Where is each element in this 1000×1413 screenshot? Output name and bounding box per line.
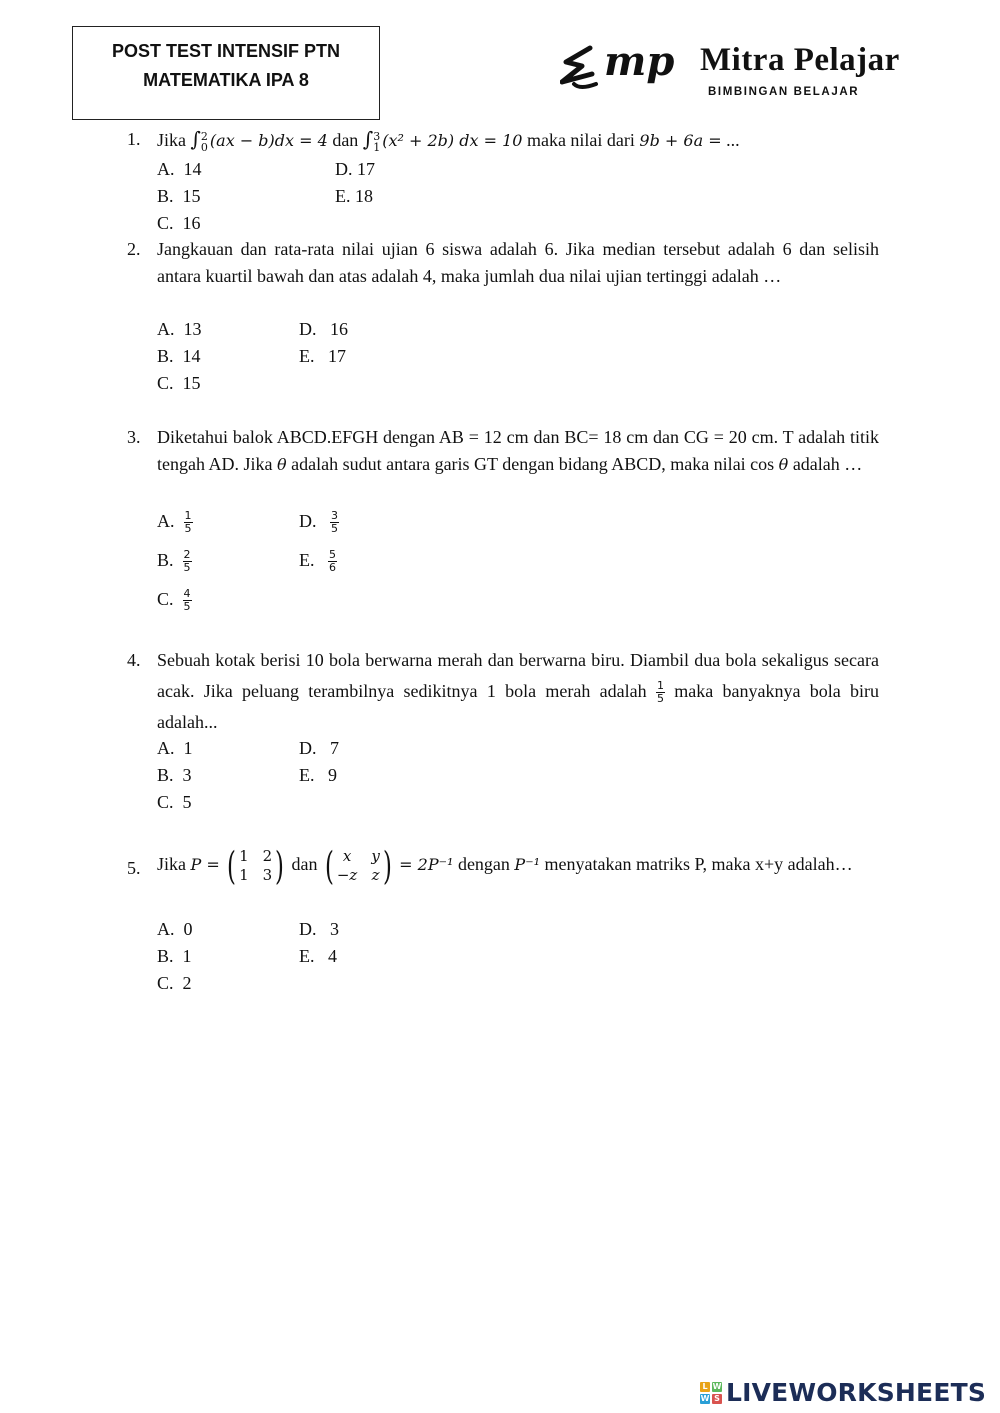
- question-number: 5.: [127, 858, 141, 878]
- title-box: [72, 26, 380, 120]
- option-e[interactable]: E. 18: [335, 186, 373, 206]
- q1-integral2-upper: 3: [373, 129, 381, 143]
- question-number: 4.: [127, 650, 141, 670]
- option-d[interactable]: D. 3: [299, 919, 339, 939]
- q5-text-a: dengan: [457, 854, 510, 875]
- option-a[interactable]: A. 13: [157, 319, 202, 339]
- logo-name: Mitra Pelajar: [700, 42, 900, 78]
- option-c[interactable]: C. 2: [157, 973, 192, 993]
- q1-target: 9b + 6a =: [639, 131, 722, 150]
- question-number: 1.: [127, 129, 141, 149]
- question-text: [157, 424, 879, 478]
- option-a[interactable]: A. 1: [157, 738, 193, 758]
- question-4: [127, 645, 879, 738]
- option-b[interactable]: B. 3: [157, 765, 192, 785]
- option-d[interactable]: D. 7: [299, 738, 339, 758]
- q3-text-a: Diketahui balok ABCD.EFGH dengan AB = 12 cm dan BC= 18 cm dan CG = 20 cm. T adalah titik tengah AD. Jika: [157, 427, 879, 474]
- question-number: 3.: [127, 427, 141, 447]
- option-d[interactable]: D. $\frac{3}{5}$: [299, 509, 338, 536]
- q3-theta: θ: [276, 455, 287, 474]
- option-c[interactable]: C. $\frac{4}{5}$: [157, 587, 191, 614]
- question-1: [127, 126, 879, 154]
- integral-sign-icon: ∫: [190, 127, 201, 151]
- option-e[interactable]: E. $\frac{5}{6}$: [299, 548, 336, 575]
- q1-integral2-lower: 1: [373, 140, 381, 154]
- logo-mark-text: mp: [604, 38, 675, 85]
- integral-sign-icon: ∫: [362, 127, 374, 151]
- q4-fraction: $\frac{1}{5}$: [656, 679, 664, 706]
- question-number: 2.: [127, 239, 141, 259]
- q3-text-c: adalah …: [792, 454, 863, 474]
- liveworksheets-brand: LIVEWORKSHEETS: [726, 1378, 987, 1407]
- mitra-pelajar-logo: [560, 36, 910, 106]
- option-a[interactable]: A. 14: [157, 159, 202, 179]
- q4-text-a: Sebuah kotak berisi 10 bola berwarna merah dan berwarna biru. Diambil dua bola sekaligus secara acak. Jika peluang terambilnya sedikitnya 1 bola merah adalah: [157, 650, 879, 701]
- option-c[interactable]: C. 16: [157, 213, 201, 233]
- option-b[interactable]: B. 15: [157, 186, 201, 206]
- q5-p-label: P =: [190, 855, 220, 875]
- q1-integral2-limits: [373, 131, 380, 153]
- question-text: Jangkauan dan rata-rata nilai ujian 6 siswa adalah 6. Jika median tersebut adalah 6 dan selisih antara kuartil bawah dan atas adalah 4, maka jumlah dua nilai ujian tertinggi adalah …: [157, 239, 879, 286]
- q5-text-b: menyatakan matriks P, maka x+y adalah…: [544, 854, 853, 875]
- q1-suffix: maka nilai dari: [526, 130, 635, 150]
- q5-prefix: Jika: [157, 854, 186, 875]
- q1-prefix: Jika: [157, 130, 186, 150]
- title-line-1: POST TEST INTENSIF PTN: [111, 41, 340, 61]
- q5-joiner: dan: [291, 854, 318, 875]
- question-5: [127, 846, 879, 886]
- option-a[interactable]: A. $\frac{1}{5}$: [157, 509, 192, 536]
- question-3: [127, 424, 879, 478]
- option-b[interactable]: B. 14: [157, 346, 201, 366]
- option-c[interactable]: C. 5: [157, 792, 192, 812]
- q1-integral2-expr: (x² + 2b) dx = 10: [382, 131, 523, 150]
- q1-integral1-lower: 0: [200, 140, 208, 154]
- option-c[interactable]: C. 15: [157, 373, 201, 393]
- option-e[interactable]: E. 4: [299, 946, 337, 966]
- q1-joiner: dan: [332, 130, 359, 150]
- question-text: [157, 846, 879, 886]
- option-d[interactable]: D. 16: [299, 319, 348, 339]
- option-e[interactable]: E. 9: [299, 765, 337, 785]
- matrix-p: ( 1 2 1 3 ): [227, 844, 285, 888]
- q3-theta-2: θ: [778, 455, 789, 474]
- title-line-2: MATEMATIKA IPA 8: [143, 70, 309, 90]
- q4-text-b: maka banyaknya bola biru adalah...: [157, 681, 880, 732]
- option-b[interactable]: B. $\frac{2}{5}$: [157, 548, 191, 575]
- q1-integral1-limits: [201, 131, 208, 153]
- liveworksheets-logo[interactable]: [700, 1378, 992, 1410]
- matrix-xyz: ( x y −z z ): [324, 844, 392, 888]
- q1-integral1-expr: (ax − b)dx = 4: [209, 131, 328, 150]
- option-e[interactable]: E. 17: [299, 346, 346, 366]
- q1-ellipsis: ...: [726, 130, 740, 150]
- logo-subtitle: BIMBINGAN BELAJAR: [708, 86, 860, 98]
- question-2: [127, 236, 879, 290]
- q3-text-b: adalah sudut antara garis GT dengan bidang ABCD, maka nilai cos: [291, 454, 775, 474]
- q1-integral1-upper: 2: [200, 129, 208, 143]
- question-text: [157, 645, 879, 738]
- option-d[interactable]: D. 17: [335, 159, 375, 179]
- q5-eq: = 2P⁻¹: [399, 855, 454, 875]
- question-text: [157, 126, 879, 154]
- option-b[interactable]: B. 1: [157, 946, 192, 966]
- liveworksheets-grid-icon: L W W S: [700, 1382, 722, 1403]
- q5-pinv: P⁻¹: [514, 855, 541, 875]
- option-a[interactable]: A. 0: [157, 919, 193, 939]
